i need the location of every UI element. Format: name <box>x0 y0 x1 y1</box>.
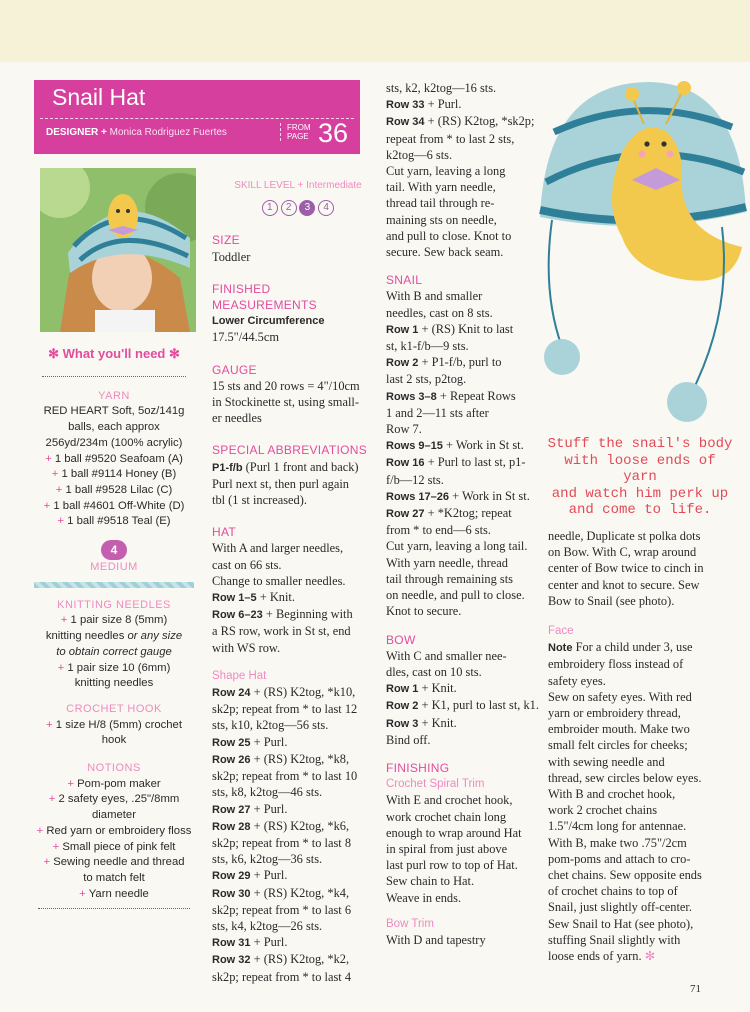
needles-line-3 <box>34 645 194 661</box>
abbr-line-1 <box>212 459 374 476</box>
row-text: Purl. <box>263 734 288 749</box>
page-label: PAGE <box>287 132 309 141</box>
designer-label: DESIGNER <box>46 127 99 138</box>
yarn-color-c-text: 1 ball #9528 Lilac (C) <box>65 483 173 496</box>
cut-line-1: Cut yarn, leaving a long <box>386 164 506 179</box>
row-text: (RS) K2tog, *k8, <box>263 751 350 766</box>
snail-row-1-b: st, k1-f/b—9 sts. <box>386 339 469 354</box>
notion-5-text: Sewing needle and thread <box>53 856 185 869</box>
row-29: Row 29 + Purl. <box>212 868 288 883</box>
shape-hat-heading: Shape Hat <box>212 669 267 682</box>
bow-trim-cont-5: Bow to Snail (see photo). <box>548 593 675 608</box>
column-2 <box>212 178 374 985</box>
snail-row-2-b: last 2 sts, p2tog. <box>386 372 467 387</box>
face-line-5: with sewing needle and <box>548 754 665 769</box>
snail-line-2: needles, cast on 8 sts. <box>386 305 493 320</box>
needles-line-1-text: 1 pair size 8 (5mm) <box>70 614 168 627</box>
notion-5b: to match felt <box>83 871 145 884</box>
row-24: Row 24 + (RS) K2tog, *k10, <box>212 685 356 700</box>
skill-level: SKILL LEVEL + Intermediate <box>234 180 362 191</box>
bow-trim-cont-3: center of Bow twice to cinch in <box>548 561 704 576</box>
needles-line-1: + 1 pair size 8 (5mm) <box>60 614 168 627</box>
row-26: Row 26 + (RS) K2tog, *k8, <box>212 751 350 766</box>
snail-rows-9-15: Rows 9–15 + Work in St st. <box>386 438 524 453</box>
cut-line-3: thread tail through re- <box>386 196 495 211</box>
notion-3: + Red yarn or embroidery floss <box>36 824 192 837</box>
face-line-1: Sew on safety eyes. With red <box>548 689 692 704</box>
notion-6-text: Yarn needle <box>88 887 149 900</box>
designer-name: Monica Rodriguez Fuertes <box>109 127 227 138</box>
snail-rows-3-8-b: 1 and 2—11 sts after <box>386 405 489 420</box>
row-text: Work in St st. <box>455 438 524 453</box>
yarn-color-d-text: 1 ball #4601 Off-White (D) <box>53 499 185 512</box>
cst-line-1: With E and crochet hook, <box>386 793 513 808</box>
yarn-color-b-text: 1 ball #9114 Honey (B) <box>61 468 177 481</box>
note-line-2: embroidery floss instead of <box>548 657 684 672</box>
from-page-label <box>280 123 311 141</box>
row-label: Row 34 <box>386 116 425 129</box>
needles-heading: KNITTING NEEDLES <box>57 598 171 611</box>
row-text: Knit. <box>431 681 457 696</box>
yarn-swatch-strip <box>34 582 194 588</box>
photo-caption <box>545 436 735 519</box>
row-label: Row 1 <box>386 683 419 696</box>
yarn-line-1: RED HEART Soft, 5oz/141g <box>43 405 185 418</box>
bow-trim-heading: Bow Trim <box>386 917 434 930</box>
materials-panel <box>34 346 194 909</box>
row-text: P1-f/b, purl to <box>431 355 502 370</box>
header-divider <box>40 118 354 119</box>
hat-heading: HAT <box>212 525 237 540</box>
yarn-heading: YARN <box>98 389 130 402</box>
row-32: Row 32 + (RS) K2tog, *k2, <box>212 952 350 967</box>
row-text: Repeat Rows <box>449 388 516 403</box>
cst-line-6: Sew chain to Hat. <box>386 874 475 889</box>
caption-line-3: and watch him perk up <box>551 485 729 502</box>
bow-bind-off: Bind off. <box>386 732 431 747</box>
face-line-17-text: loose ends of yarn. <box>548 949 642 964</box>
caption-line-1: Stuff the snail's body <box>547 436 733 452</box>
row-label: Row 30 <box>212 887 251 900</box>
row-label: Row 33 <box>386 99 425 112</box>
note-line-3: safety eyes. <box>548 673 606 688</box>
hat-row-6-23-b: a RS row, work in St st, end <box>212 624 351 639</box>
notion-2-text: 2 safety eyes, .25"/8mm <box>58 793 180 806</box>
row-label: Rows 9–15 <box>386 440 443 453</box>
row-label: Rows 3–8 <box>386 390 437 403</box>
caption-line-4: and come to life. <box>568 502 712 518</box>
notion-2: + 2 safety eyes, .25"/8mm <box>48 793 180 806</box>
pattern-title: Snail Hat <box>52 84 146 110</box>
row-label: Row 1 <box>386 323 419 336</box>
note-text: For a child under 3, use <box>575 640 693 655</box>
yarn-color-d: + 1 ball #4601 Off-White (D) <box>43 499 185 512</box>
child-photo <box>40 168 196 332</box>
row-label: Row 2 <box>386 357 419 370</box>
hook-line: + 1 size H/8 (5mm) crochet hook <box>46 718 182 747</box>
hat-row-6-23: Row 6–23 + Beginning with <box>212 607 353 622</box>
gauge-line-2: in Stockinette st, using small- <box>212 395 359 410</box>
face-heading: Face <box>548 625 574 638</box>
face-line-9: 1.5"/4cm long for antennae. <box>548 819 687 834</box>
gauge-heading: GAUGE <box>212 362 257 377</box>
cst-line-3: enough to wrap around Hat <box>386 825 522 840</box>
snail-heading: SNAIL <box>386 273 423 288</box>
notion-3-text: Red yarn or embroidery floss <box>46 824 192 837</box>
needles-line-2 <box>34 629 194 645</box>
cut-line-5: and pull to close. Knot to <box>386 228 512 243</box>
row-30-b: sk2p; repeat from * to last 6 <box>212 902 352 917</box>
row-text: Purl to last st, p1- <box>437 455 526 470</box>
cst-line-4: in spiral from just above <box>386 841 508 856</box>
yarn-color-a: + 1 ball #9520 Seafoam (A) <box>45 452 183 465</box>
row-text: (RS) K2tog, *k6, <box>263 818 350 833</box>
cst-line-2: work crochet chain long <box>386 809 507 824</box>
notion-6: + Yarn needle <box>79 887 149 900</box>
row-label: Row 25 <box>212 736 251 749</box>
needles-line-3-text: to obtain correct gauge <box>56 645 172 658</box>
needles-line-5: knitting needles <box>74 677 154 690</box>
row-label: Row 31 <box>212 937 251 950</box>
row-text: (RS) K2tog, *sk2p; <box>437 114 535 129</box>
row-text: (RS) Knit to last <box>431 321 514 336</box>
lower-circumference-label: Lower Circumference <box>212 315 325 328</box>
row-34-c: k2tog—6 sts. <box>386 147 453 162</box>
row-text: Knit. <box>431 715 457 730</box>
row-28: Row 28 + (RS) K2tog, *k6, <box>212 818 350 833</box>
skill-level-icons <box>222 200 374 216</box>
skill-level-2: 2 <box>281 200 297 216</box>
from-page-number: 36 <box>318 118 349 148</box>
row-24-c: sts, k10, k2tog—56 sts. <box>212 718 329 733</box>
row-text: Purl. <box>437 97 462 112</box>
snail-end-4: on needle, and pull to close. <box>386 588 525 603</box>
skill-level-3: 3 <box>299 200 315 216</box>
bow-trim-cont-4: center and knot to secure. Sew <box>548 577 700 592</box>
designer-credit: DESIGNER + Monica Rodriguez Fuertes <box>46 127 227 138</box>
bow-trim-cont-1: needle, Duplicate st polka dots <box>548 529 701 543</box>
snail-row-16-b: f/b—12 sts. <box>386 472 444 487</box>
size-heading: SIZE <box>212 233 240 248</box>
row-label: Row 29 <box>212 870 251 883</box>
note-label: Note <box>548 642 573 655</box>
materials-heading: ✻ What you'll need ✻ <box>48 346 180 361</box>
skill-level-4: 4 <box>318 200 334 216</box>
row-28-b: sk2p; repeat from * to last 8 <box>212 835 352 850</box>
row-28-c: sts, k6, k2tog—36 sts. <box>212 852 323 867</box>
face-line-3: embroider mouth. Make two <box>548 722 690 737</box>
yarn-color-e-text: 1 ball #9518 Teal (E) <box>67 515 171 528</box>
skill-label: SKILL LEVEL <box>234 180 295 191</box>
row-label: Row 27 <box>386 508 425 521</box>
abbr-term: P1-f/b <box>212 461 243 474</box>
row-label: Row 26 <box>212 753 251 766</box>
face-line-2: yarn or embroidery thread, <box>548 706 681 721</box>
cut-line-6: secure. Sew back seam. <box>386 245 504 260</box>
special-abbreviations-heading: SPECIAL ABBREVIATIONS <box>212 443 368 458</box>
caption-line-2: with loose ends of yarn <box>564 452 716 485</box>
row-text: Work in St st. <box>461 488 530 503</box>
row-text: Knit. <box>269 590 295 605</box>
row-text: *K2tog; repeat <box>437 506 512 521</box>
hat-line-1: With A and larger needles, <box>212 541 344 556</box>
hat-line-3: Change to smaller needles. <box>212 573 346 588</box>
row-text: Beginning with <box>275 607 353 622</box>
bow-trim-cont-2: on Bow. With C, wrap around <box>548 545 697 560</box>
bow-line-1: With C and smaller nee- <box>386 648 507 663</box>
crochet-spiral-trim-heading: Crochet Spiral Trim <box>386 778 485 791</box>
snail-line-1: With B and smaller <box>386 289 483 304</box>
bow-line-2: dles, cast on 10 sts. <box>386 664 482 679</box>
notion-1-text: Pom-pom maker <box>77 777 161 790</box>
hat-row-1-5: Row 1–5 + Knit. <box>212 590 295 605</box>
abbr-def-1: (Purl 1 front and back) <box>245 459 359 474</box>
needles-line-2-italic: or any size <box>127 630 183 643</box>
dotted-divider-bottom <box>38 908 190 909</box>
row-33: Row 33 + Purl. <box>386 97 462 112</box>
cst-line-7: Weave in ends. <box>386 890 462 905</box>
column-3 <box>386 80 542 948</box>
row-label: Row 1–5 <box>212 592 257 605</box>
notion-1: + Pom-pom maker <box>67 777 161 790</box>
bow-row-3: Row 3 + Knit. <box>386 715 457 730</box>
row-label: Rows 17–26 <box>386 490 449 503</box>
child-photo-art <box>40 168 196 332</box>
top-band <box>0 0 750 62</box>
needles-line-4: + 1 pair size 10 (6mm) <box>57 661 171 674</box>
bow-row-1: Row 1 + Knit. <box>386 681 457 696</box>
hat-row-6-23-c: with WS row. <box>212 640 281 655</box>
row-34-b: repeat from * to last 2 sts, <box>386 131 515 146</box>
skill-value: Intermediate <box>306 180 362 191</box>
row-26-b: sk2p; repeat from * to last 10 <box>212 769 358 784</box>
row-34: Row 34 + (RS) K2tog, *sk2p; <box>386 114 535 129</box>
row-text: (RS) K2tog, *k10, <box>263 685 356 700</box>
row-30: Row 30 + (RS) K2tog, *k4, <box>212 885 350 900</box>
face-line-6: thread, sew circles below eyes. <box>548 770 702 785</box>
finished-measurements-heading: FINISHED MEASUREMENTS <box>212 281 317 313</box>
row-text: Purl. <box>263 868 288 883</box>
yarn-weight-label: MEDIUM <box>90 561 138 574</box>
hat-line-2: cast on 66 sts. <box>212 557 282 572</box>
yarn-color-c: + 1 ball #9528 Lilac (C) <box>55 483 173 496</box>
face-line-13: of crochet chains to top of <box>548 884 678 899</box>
row-text: K1, purl to last st, k1. <box>431 698 539 713</box>
row-27: Row 27 + Purl. <box>212 801 288 816</box>
row-24-b: sk2p; repeat from * to last 12 <box>212 702 358 717</box>
row-label: Row 32 <box>212 954 251 967</box>
face-line-15: Sew Snail to Hat (see photo), <box>548 916 694 931</box>
snail-row-1: Row 1 + (RS) Knit to last <box>386 321 514 336</box>
cst-line-5: last purl row to top of Hat. <box>386 858 518 873</box>
gauge-line-1: 15 sts and 20 rows = 4"/10cm <box>212 378 360 393</box>
notion-2b: diameter <box>92 809 136 822</box>
size-value: Toddler <box>212 249 251 264</box>
dotted-divider <box>42 366 186 377</box>
abbr-line-3: tbl (1 st increased). <box>212 493 307 508</box>
materials-heading-text: What you'll need <box>62 346 166 361</box>
face-line-17 <box>548 948 744 964</box>
face-line-16: stuffing Snail slightly with <box>548 932 681 947</box>
hat-photo <box>532 62 750 434</box>
row-30-c: sts, k4, k2tog—26 sts. <box>212 918 323 933</box>
face-line-7: With B and crochet hook, <box>548 787 676 802</box>
needles-line-2-text: knitting needles <box>45 630 125 643</box>
row-text: Purl. <box>263 801 288 816</box>
needles-line-4-text: 1 pair size 10 (6mm) <box>67 661 171 674</box>
row-label: Row 16 <box>386 457 425 470</box>
snail-end-3: tail through remaining sts <box>386 571 513 586</box>
row-32-c: sts, k2, k2tog—16 sts. <box>386 81 497 95</box>
end-mark-icon: ✻ <box>644 949 656 964</box>
hat-illustration <box>532 62 750 434</box>
row-31: Row 31 + Purl. <box>212 935 288 950</box>
bow-row-2: Row 2 + K1, purl to last st, k1. <box>386 698 539 713</box>
snail-row-27-b: from * to end—6 sts. <box>386 523 491 538</box>
cut-line-2: tail. With yarn needle, <box>386 180 496 195</box>
yarn-line-3: 256yd/234m (100% acrylic) <box>45 436 183 449</box>
finishing-heading: FINISHING <box>386 760 450 775</box>
face-line-10: With B, make two .75"/2cm <box>548 835 687 850</box>
snail-row-2: Row 2 + P1-f/b, purl to <box>386 355 502 370</box>
row-label: Row 24 <box>212 687 251 700</box>
lower-circumference-value: 17.5"/44.5cm <box>212 330 280 345</box>
gauge-line-3: er needles <box>212 411 262 426</box>
row-text: Purl. <box>263 935 288 950</box>
page-number: 71 <box>690 983 701 995</box>
row-26-c: sts, k8, k2tog—46 sts. <box>212 785 323 800</box>
snail-end-1: Cut yarn, leaving a long tail. <box>386 539 528 554</box>
snail-rows-3-8-c: Row 7. <box>386 422 422 437</box>
face-line-4: small felt circles for cheeks; <box>548 738 688 753</box>
bow-heading: BOW <box>386 632 416 647</box>
row-text: (RS) K2tog, *k4, <box>263 885 350 900</box>
snail-rows-17-26: Rows 17–26 + Work in St st. <box>386 488 530 503</box>
hook-line-text: 1 size H/8 (5mm) crochet hook <box>55 718 182 747</box>
bow-trim-line: With D and tapestry <box>386 932 486 947</box>
notion-5: + Sewing needle and thread <box>43 856 185 869</box>
notions-heading: NOTIONS <box>87 762 141 775</box>
row-label: Row 28 <box>212 820 251 833</box>
abbr-line-2: Purl next st, then purl again <box>212 476 349 491</box>
face-line-11: pom-poms and attach to cro- <box>548 851 691 866</box>
skill-level-1: 1 <box>262 200 278 216</box>
snail-end-5: Knot to secure. <box>386 604 462 619</box>
note-line-1 <box>548 639 744 656</box>
face-line-14: Snail, just slightly off-center. <box>548 900 692 915</box>
yarn-weight-icon: 4 <box>101 540 127 560</box>
yarn-color-a-text: 1 ball #9520 Seafoam (A) <box>54 452 183 465</box>
yarn-line-2: balls, each approx <box>68 421 160 434</box>
yarn-color-b: + 1 ball #9114 Honey (B) <box>51 468 177 481</box>
cut-line-4: maining sts on needle, <box>386 212 497 227</box>
from-label: FROM <box>287 123 311 132</box>
snail-rows-3-8: Rows 3–8 + Repeat Rows <box>386 388 516 403</box>
column-4 <box>548 528 744 964</box>
row-label: Row 3 <box>386 717 419 730</box>
face-line-8: work 2 crochet chains <box>548 803 658 818</box>
snail-row-16: Row 16 + Purl to last st, p1- <box>386 455 526 470</box>
row-text: (RS) K2tog, *k2, <box>263 952 350 967</box>
yarn-color-e: + 1 ball #9518 Teal (E) <box>57 515 171 528</box>
row-label: Row 2 <box>386 700 419 713</box>
row-label: Row 6–23 <box>212 609 263 622</box>
row-32-b: sk2p; repeat from * to last 4 <box>212 969 352 984</box>
pattern-header <box>34 80 360 154</box>
face-line-12: chet chains. Sew opposite ends <box>548 868 702 883</box>
row-25: Row 25 + Purl. <box>212 734 288 749</box>
notion-4: + Small piece of pink felt <box>52 840 176 853</box>
row-label: Row 27 <box>212 803 251 816</box>
snail-end-2: With yarn needle, thread <box>386 555 508 570</box>
hook-heading: CROCHET HOOK <box>66 702 162 715</box>
snail-row-27: Row 27 + *K2tog; repeat <box>386 506 512 521</box>
notion-4-text: Small piece of pink felt <box>62 840 176 853</box>
